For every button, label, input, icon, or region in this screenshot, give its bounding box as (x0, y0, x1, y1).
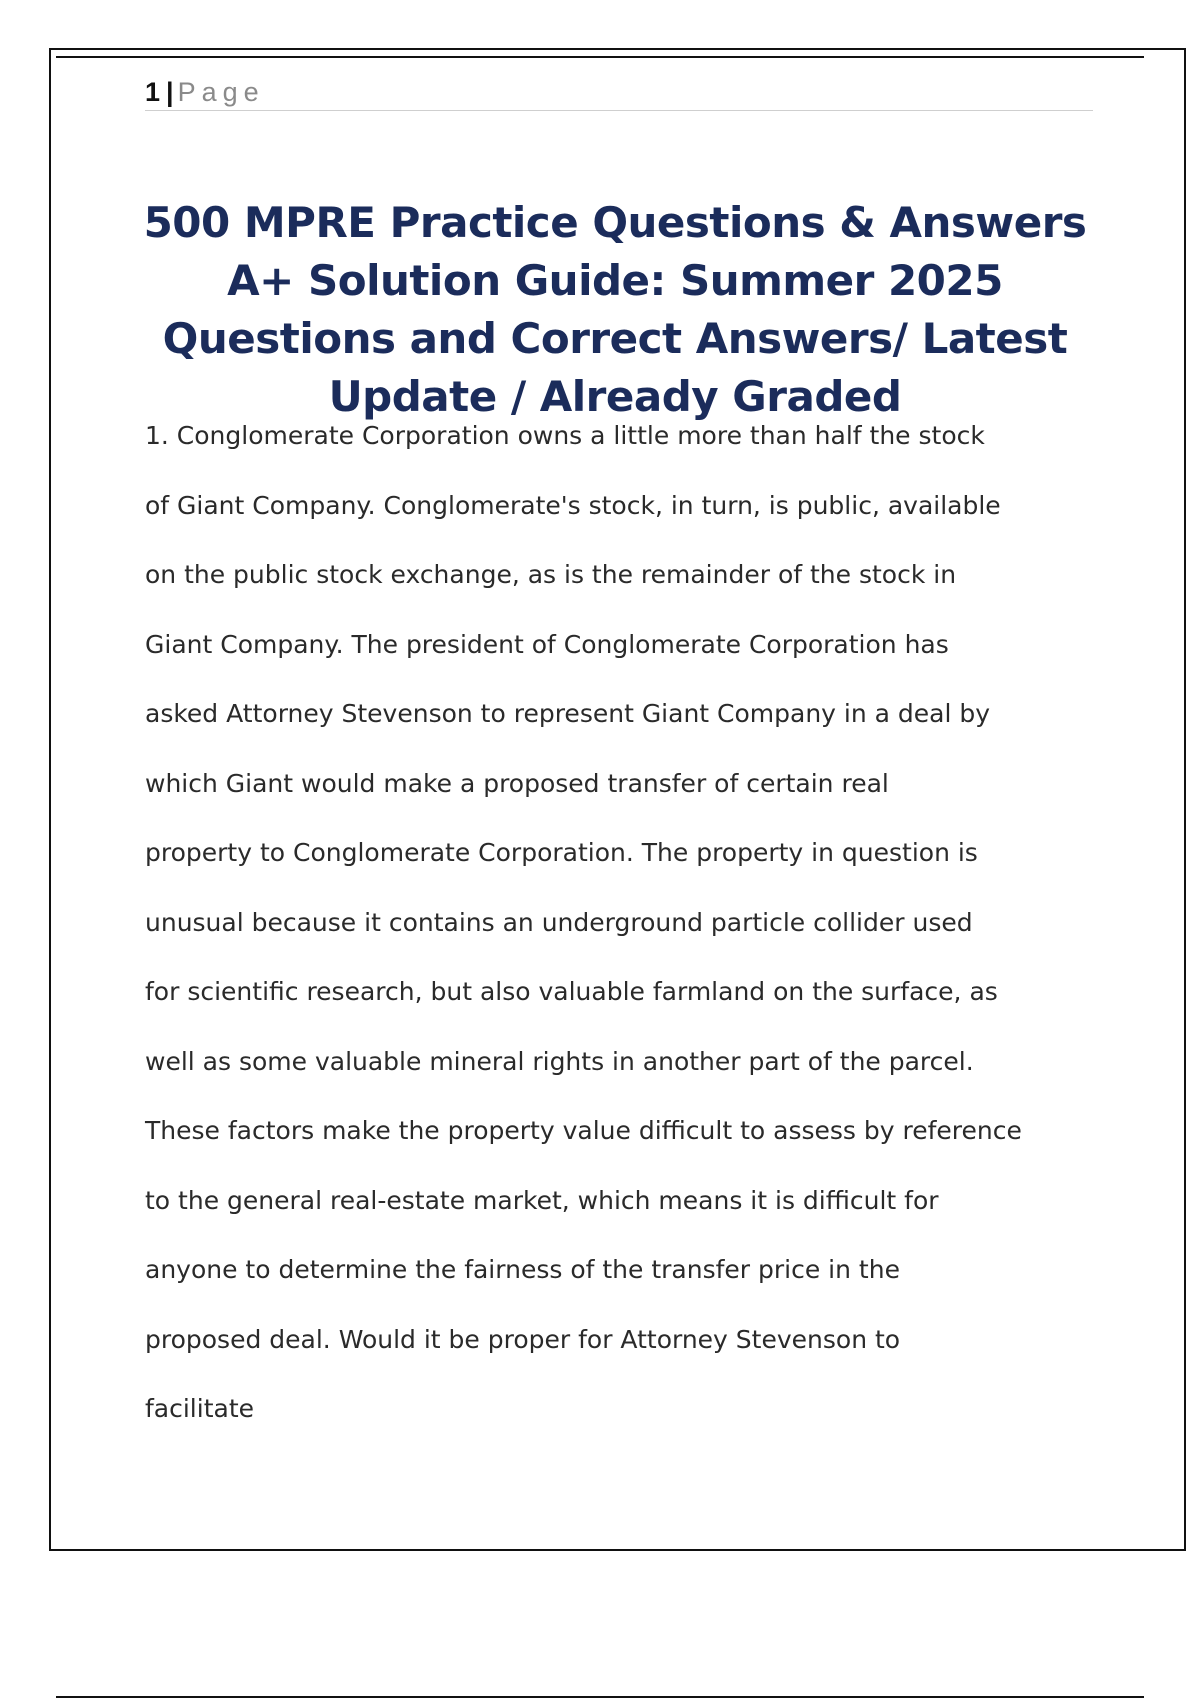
question-line: Giant Company. The president of Conglomerate Corporation has (145, 629, 949, 659)
title-line: Questions and Correct Answers/ Latest (162, 314, 1068, 363)
question-text (145, 416, 1100, 1459)
page-number: 1 (145, 77, 161, 107)
document-title (110, 194, 1120, 426)
question-line: asked Attorney Stevenson to represent Giant Company in a deal by (145, 699, 991, 728)
title-line: A+ Solution Guide: Summer 2025 (227, 256, 1003, 305)
question-line: to the general real-estate market, which means it is difficult for (145, 1185, 939, 1215)
page-separator: | (166, 77, 174, 107)
question-line: unusual because it contains an underground particle collider used (145, 907, 973, 937)
question-line: anyone to determine the fairness of the transfer price in the (145, 1255, 900, 1284)
question-line: for scientific research, but also valuable farmland on the surface, as (145, 977, 998, 1006)
question-line: proposed deal. Would it be proper for Attorney Stevenson to (145, 1324, 901, 1354)
question-line: 1. Conglomerate Corporation owns a little more than half the stock (145, 421, 985, 450)
question-line: of Giant Company. Conglomerate's stock, in turn, is public, available (145, 490, 1001, 520)
question-line: well as some valuable mineral rights in another part of the parcel. (145, 1046, 974, 1076)
top-rule (56, 56, 1144, 58)
bottom-rule (56, 1696, 1144, 1698)
question-line: on the public stock exchange, as is the remainder of the stock in (145, 560, 957, 589)
page-header (145, 74, 1093, 111)
question-line: facilitate (145, 1394, 255, 1423)
question-line: These factors make the property value difficult to assess by reference (145, 1116, 1022, 1145)
page-label: Page (177, 77, 265, 107)
question-line: property to Conglomerate Corporation. The property in question is (145, 838, 978, 867)
title-line: Update / Already Graded (328, 372, 902, 421)
question-line: which Giant would make a proposed transfer of certain real (145, 768, 889, 798)
title-line: 500 MPRE Practice Questions & Answers (143, 198, 1087, 247)
